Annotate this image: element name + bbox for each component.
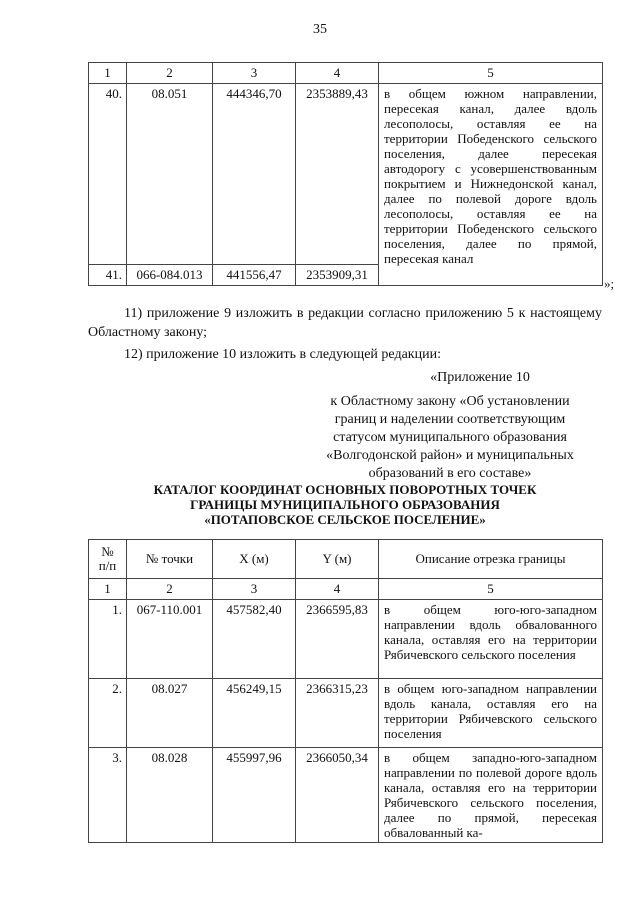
appendix-title: «Приложение 10 (430, 370, 530, 385)
paragraph-12: 12) приложение 10 изложить в следующей редакции: (124, 347, 441, 362)
header-text: п/п (98, 558, 117, 573)
x-coordinate: 441556,47 (213, 265, 296, 286)
catalog-title (88, 482, 602, 527)
row-number: 2. (89, 679, 127, 748)
col-number: 5 (379, 63, 603, 84)
table-row (89, 748, 603, 843)
y-coordinate: 2353909,31 (296, 265, 379, 286)
segment-description: в общем юго-юго-западном направлении вдоль обвалованного канала, оставляя его на территории Рябичевского сельского поселения (379, 600, 603, 679)
col-number: 1 (89, 579, 127, 600)
catalog-title-line: «ПОТАПОВСКОЕ СЕЛЬСКОЕ ПОСЕЛЕНИЕ» (204, 512, 486, 527)
y-coordinate: 2366050,34 (296, 748, 379, 843)
coordinates-table-continued (88, 62, 603, 286)
y-coordinate: 2366315,23 (296, 679, 379, 748)
segment-description: в общем южном направлении, пересекая канал, далее вдоль лесополосы, оставляя ее на территории Победенского сельского поселения, далее пересекая автодорогу с усовершенствованным покрытием и Нижнедонской канал, далее по полевой дороге вдоль лесополосы, оставляя ее на территории Победенского сельского поселения, далее по прямой, пересекая канал (379, 84, 603, 286)
appendix-line: статусом муниципального образования (333, 430, 567, 445)
page-number: 35 (313, 22, 327, 37)
header-row-number (89, 540, 127, 579)
header-y: Y (м) (296, 540, 379, 579)
col-number: 1 (89, 63, 127, 84)
x-coordinate: 455997,96 (213, 748, 296, 843)
column-number-row (89, 63, 603, 84)
point-id: 066-084.013 (127, 265, 213, 286)
header-point: № точки (127, 540, 213, 579)
row-number: 41. (89, 265, 127, 286)
col-number: 4 (296, 579, 379, 600)
table-row (89, 679, 603, 748)
appendix-header (300, 369, 600, 483)
x-coordinate: 457582,40 (213, 600, 296, 679)
table-row (89, 84, 603, 265)
coordinates-table (88, 539, 603, 843)
x-coordinate: 444346,70 (213, 84, 296, 265)
segment-description: в общем юго-западном направлении вдоль канала, оставляя его на территории Рябичевского сельского поселения (379, 679, 603, 748)
col-number: 4 (296, 63, 379, 84)
catalog-title-line: ГРАНИЦЫ МУНИЦИПАЛЬНОГО ОБРАЗОВАНИЯ (190, 497, 500, 512)
point-id: 08.051 (127, 84, 213, 265)
col-number: 2 (127, 63, 213, 84)
appendix-line: «Волгодонской район» и муниципальных (326, 448, 574, 463)
row-number: 1. (89, 600, 127, 679)
header-text: № (101, 544, 114, 559)
column-number-row (89, 579, 603, 600)
row-number: 3. (89, 748, 127, 843)
point-id: 08.027 (127, 679, 213, 748)
appendix-line: образований в его составе» (368, 466, 532, 481)
point-id: 067-110.001 (127, 600, 213, 679)
header-x: X (м) (213, 540, 296, 579)
closing-quote: »; (604, 276, 615, 291)
point-id: 08.028 (127, 748, 213, 843)
col-number: 2 (127, 579, 213, 600)
y-coordinate: 2366595,83 (296, 600, 379, 679)
segment-description: в общем западно-юго-западном направлении по полевой дороге вдоль канала, оставляя его на территории Рябичевского сельского поселения, далее по прямой, пересекая обвалованный ка- (379, 748, 603, 843)
paragraph-11: 11) приложение 9 изложить в редакции согласно приложению 5 к настоящему Областному закону; (88, 306, 602, 340)
row-number: 40. (89, 84, 127, 265)
col-number: 3 (213, 579, 296, 600)
header-row (89, 540, 603, 579)
table-row (89, 600, 603, 679)
header-description: Описание отрезка границы (379, 540, 603, 579)
col-number: 3 (213, 63, 296, 84)
appendix-line: границ и наделении соответствующим (334, 412, 566, 427)
x-coordinate: 456249,15 (213, 679, 296, 748)
catalog-title-line: КАТАЛОГ КООРДИНАТ ОСНОВНЫХ ПОВОРОТНЫХ ТОЧЕК (153, 482, 537, 497)
col-number: 5 (379, 579, 603, 600)
y-coordinate: 2353889,43 (296, 84, 379, 265)
appendix-line: к Областному закону «Об установлении (330, 394, 570, 409)
